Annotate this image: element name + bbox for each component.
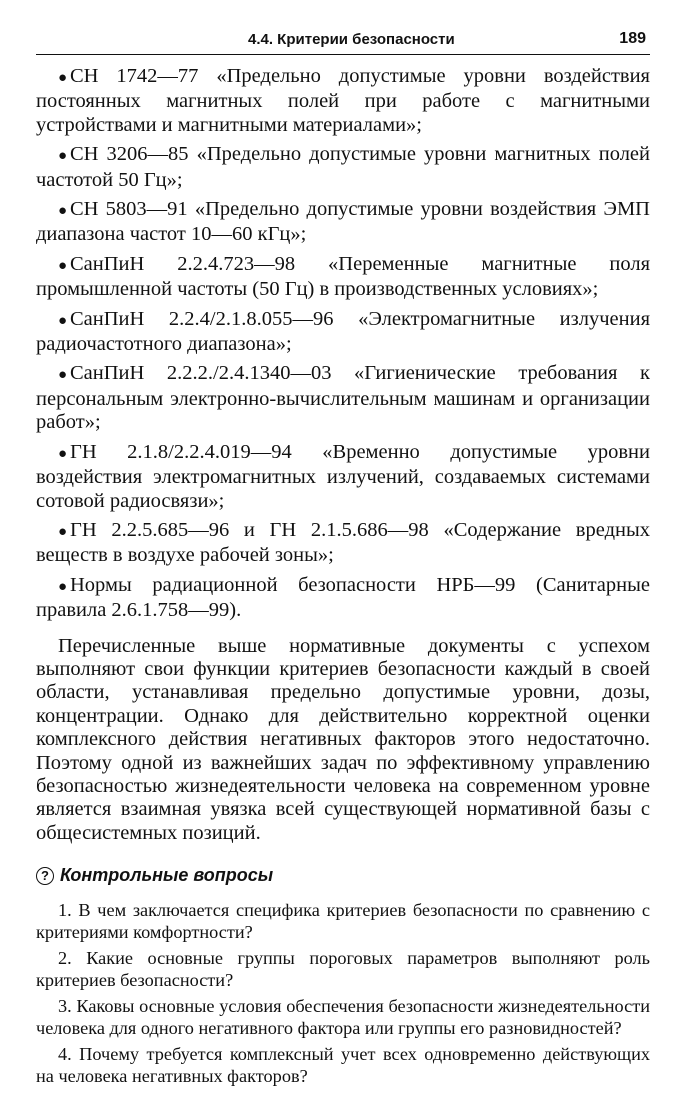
list-item: ● СанПиН 2.2.4.723—98 «Переменные магнитные поля промышленной частоты (50 Гц) в производственных условиях»;	[36, 252, 650, 301]
questions-list	[36, 900, 650, 1087]
bullet-icon: ●	[58, 257, 68, 274]
question-circle-icon: ?	[36, 867, 54, 885]
list-item: ● СН 5803—91 «Предельно допустимые уровни воздействия ЭМП диапазона частот 10—60 кГц»;	[36, 198, 650, 246]
question-item: 1. В чем заключается специфика критериев безопасности по сравнению с критериями комфортности?	[36, 900, 650, 942]
questions-heading	[36, 865, 650, 886]
list-item: ● СН 1742—77 «Предельно допустимые уровни воздействия постоянных магнитных полей при работе с магнитными устройствами и магнитными материалами»;	[36, 65, 650, 136]
list-item: ● СанПиН 2.2.2./2.4.1340—03 «Гигиенические требования к персональным электронно-вычислительным машинам и организации работ»;	[36, 362, 650, 434]
list-item: ● Нормы радиационной безопасности НРБ—99 (Санитарные правила 2.6.1.758—99).	[36, 573, 650, 622]
bullet-icon: ●	[58, 523, 68, 540]
bullet-icon: ●	[58, 203, 68, 220]
questions-title: Контрольные вопросы	[60, 865, 274, 886]
page-body	[36, 65, 650, 845]
question-item: 3. Каковы основные условия обеспечения безопасности жизнедеятельности человека для одного негативного фактора или группы его разновидностей?	[36, 996, 650, 1038]
bullet-icon: ●	[58, 578, 68, 595]
bullet-icon: ●	[58, 70, 68, 86]
list-item: ● ГН 2.1.8/2.2.4.019—94 «Временно допустимые уровни воздействия электромагнитных излучений, создаваемых системами сотовой радиосвязи»;	[36, 440, 650, 512]
bullet-icon: ●	[58, 445, 68, 462]
list-item: ● СанПиН 2.2.4/2.1.8.055—96 «Электромагнитные излучения радиочастотного диапазона»;	[36, 307, 650, 356]
page-number: 189	[619, 30, 646, 47]
bullet-icon: ●	[58, 312, 68, 329]
section-title: 4.4. Критерии безопасности	[248, 31, 455, 48]
question-item: 4. Почему требуется комплексный учет всех одновременно действующих на человека негативных факторов?	[36, 1044, 650, 1086]
bullet-icon: ●	[58, 148, 68, 165]
running-header	[36, 30, 650, 55]
question-item: 2. Какие основные группы пороговых параметров выполняют роль критериев безопасности?	[36, 948, 650, 990]
bullet-icon: ●	[58, 367, 68, 384]
body-paragraph: Перечисленные выше нормативные документы с успехом выполняют свои функции критериев безопасности каждый в своей области, устанавливая предельно допустимые уровни, дозы, концентрации. Однако для действительно корректной оценки комплексного действия негативных факторов этого недостаточно. Поэтому одной из важнейших задач по эффективному управлению безопасностью жизнедеятельности человека на современном уровне является взаимная увязка всей существующей нормативной базы с общесистемных позиций.	[36, 634, 650, 844]
normative-documents-list	[36, 65, 650, 623]
list-item: ● ГН 2.2.5.685—96 и ГН 2.1.5.686—98 «Содержание вредных веществ в воздухе рабочей зоны»;	[36, 518, 650, 567]
list-item: ● СН 3206—85 «Предельно допустимые уровни магнитных полей частотой 50 Гц»;	[36, 143, 650, 191]
book-page	[36, 30, 650, 1092]
